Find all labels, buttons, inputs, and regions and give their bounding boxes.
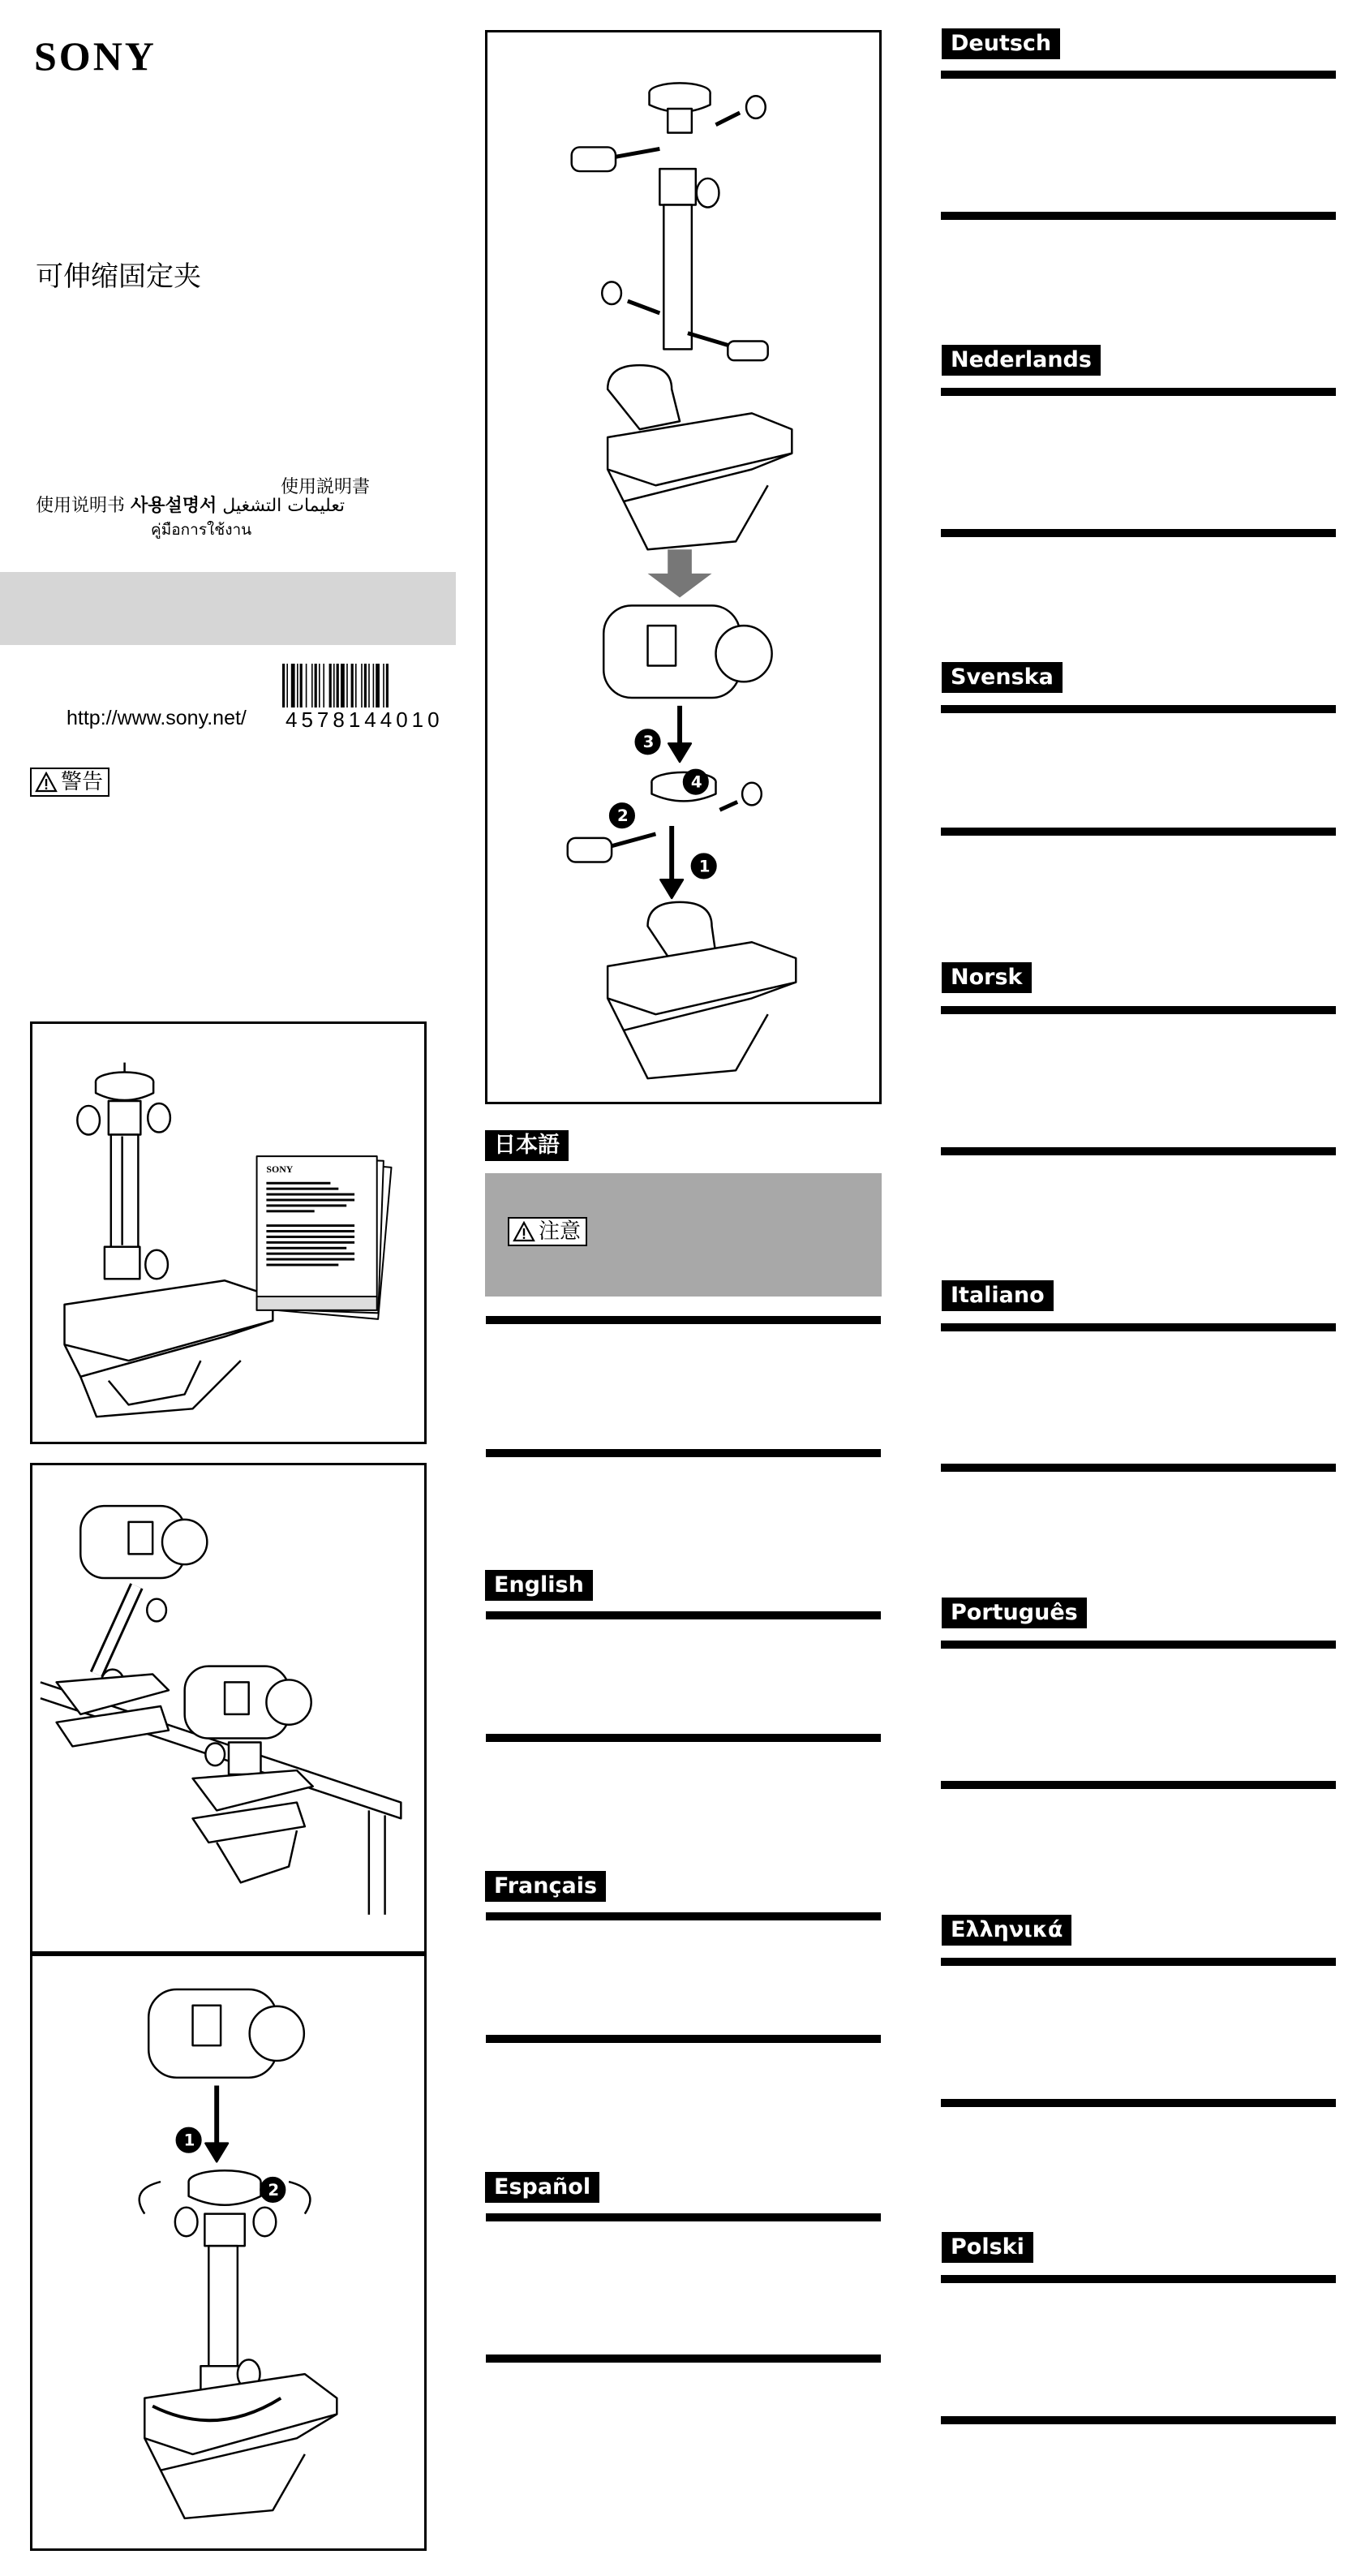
lang-heading-swedish: Svenska <box>942 662 1063 693</box>
warning-triangle-icon <box>513 1221 535 1242</box>
product-title: 可伸缩固定夹 <box>36 260 201 293</box>
section-rule <box>486 2355 881 2363</box>
manual-title-row <box>36 492 345 517</box>
barcode-number: 4578144010 <box>286 707 444 732</box>
manual-title-ja: 使用説明書 <box>281 477 371 497</box>
package-contents-illustration <box>30 1021 427 1444</box>
section-rule <box>941 71 1336 79</box>
lang-heading-italian: Italiano <box>942 1280 1054 1311</box>
section-rule <box>941 1958 1336 1966</box>
section-rule <box>941 1323 1336 1331</box>
manual-title-ar: تعليمات التشغيل <box>222 496 346 516</box>
section-rule <box>486 1316 881 1324</box>
section-rule <box>941 1464 1336 1472</box>
gray-band <box>0 572 456 645</box>
warning-label <box>30 768 109 797</box>
website-url: http://www.sony.net/ <box>67 707 247 729</box>
section-rule <box>941 2099 1336 2107</box>
lang-heading-polish: Polski <box>942 2232 1033 2263</box>
manual-title-th: คู่มือการใช้งาน <box>151 521 252 539</box>
section-rule <box>941 828 1336 836</box>
manual-title-ko: 사용설명서 <box>131 496 217 516</box>
warning-text: 警告 <box>61 770 104 794</box>
lang-heading-dutch: Nederlands <box>942 345 1101 376</box>
section-rule <box>486 1611 881 1619</box>
lang-heading-japanese: 日本語 <box>485 1130 569 1161</box>
section-rule <box>941 1006 1336 1014</box>
step-marker: 2 <box>617 806 629 826</box>
lang-heading-spanish: Español <box>485 2172 599 2203</box>
warning-triangle-icon <box>35 772 58 793</box>
section-rule <box>941 1781 1336 1789</box>
assembly-illustration <box>485 30 882 1104</box>
section-rule <box>941 1641 1336 1649</box>
section-rule <box>486 2213 881 2221</box>
sheet-brand: SONY <box>266 1163 294 1175</box>
attach-camera-illustration <box>30 1954 427 2551</box>
step-marker: 2 <box>268 2180 280 2200</box>
caution-text: 注意 <box>539 1219 582 1244</box>
section-rule <box>941 705 1336 713</box>
section-rule <box>941 2275 1336 2283</box>
section-rule <box>486 1449 881 1457</box>
step-marker: 1 <box>698 857 711 876</box>
manual-title-zh: 使用说明书 <box>36 496 126 516</box>
section-rule <box>486 2035 881 2043</box>
step-marker: 1 <box>183 2131 195 2150</box>
section-rule <box>941 529 1336 537</box>
sony-logo: SONY <box>34 33 157 79</box>
barcode <box>282 664 424 707</box>
lang-heading-norwegian: Norsk <box>942 962 1032 993</box>
section-rule <box>941 388 1336 396</box>
caution-label <box>508 1217 587 1246</box>
lang-heading-german: Deutsch <box>942 28 1060 59</box>
lang-heading-english: English <box>485 1570 593 1601</box>
section-rule <box>486 1734 881 1742</box>
step-marker: 4 <box>690 772 702 792</box>
step-marker: 3 <box>642 733 655 752</box>
lang-heading-greek: Ελληνικά <box>942 1915 1071 1946</box>
section-rule <box>941 1147 1336 1155</box>
lang-heading-portuguese: Português <box>942 1598 1087 1628</box>
section-rule <box>941 2416 1336 2424</box>
section-rule <box>486 1912 881 1920</box>
lang-heading-french: Français <box>485 1871 606 1902</box>
section-rule <box>941 212 1336 220</box>
usage-illustration <box>30 1463 427 1954</box>
